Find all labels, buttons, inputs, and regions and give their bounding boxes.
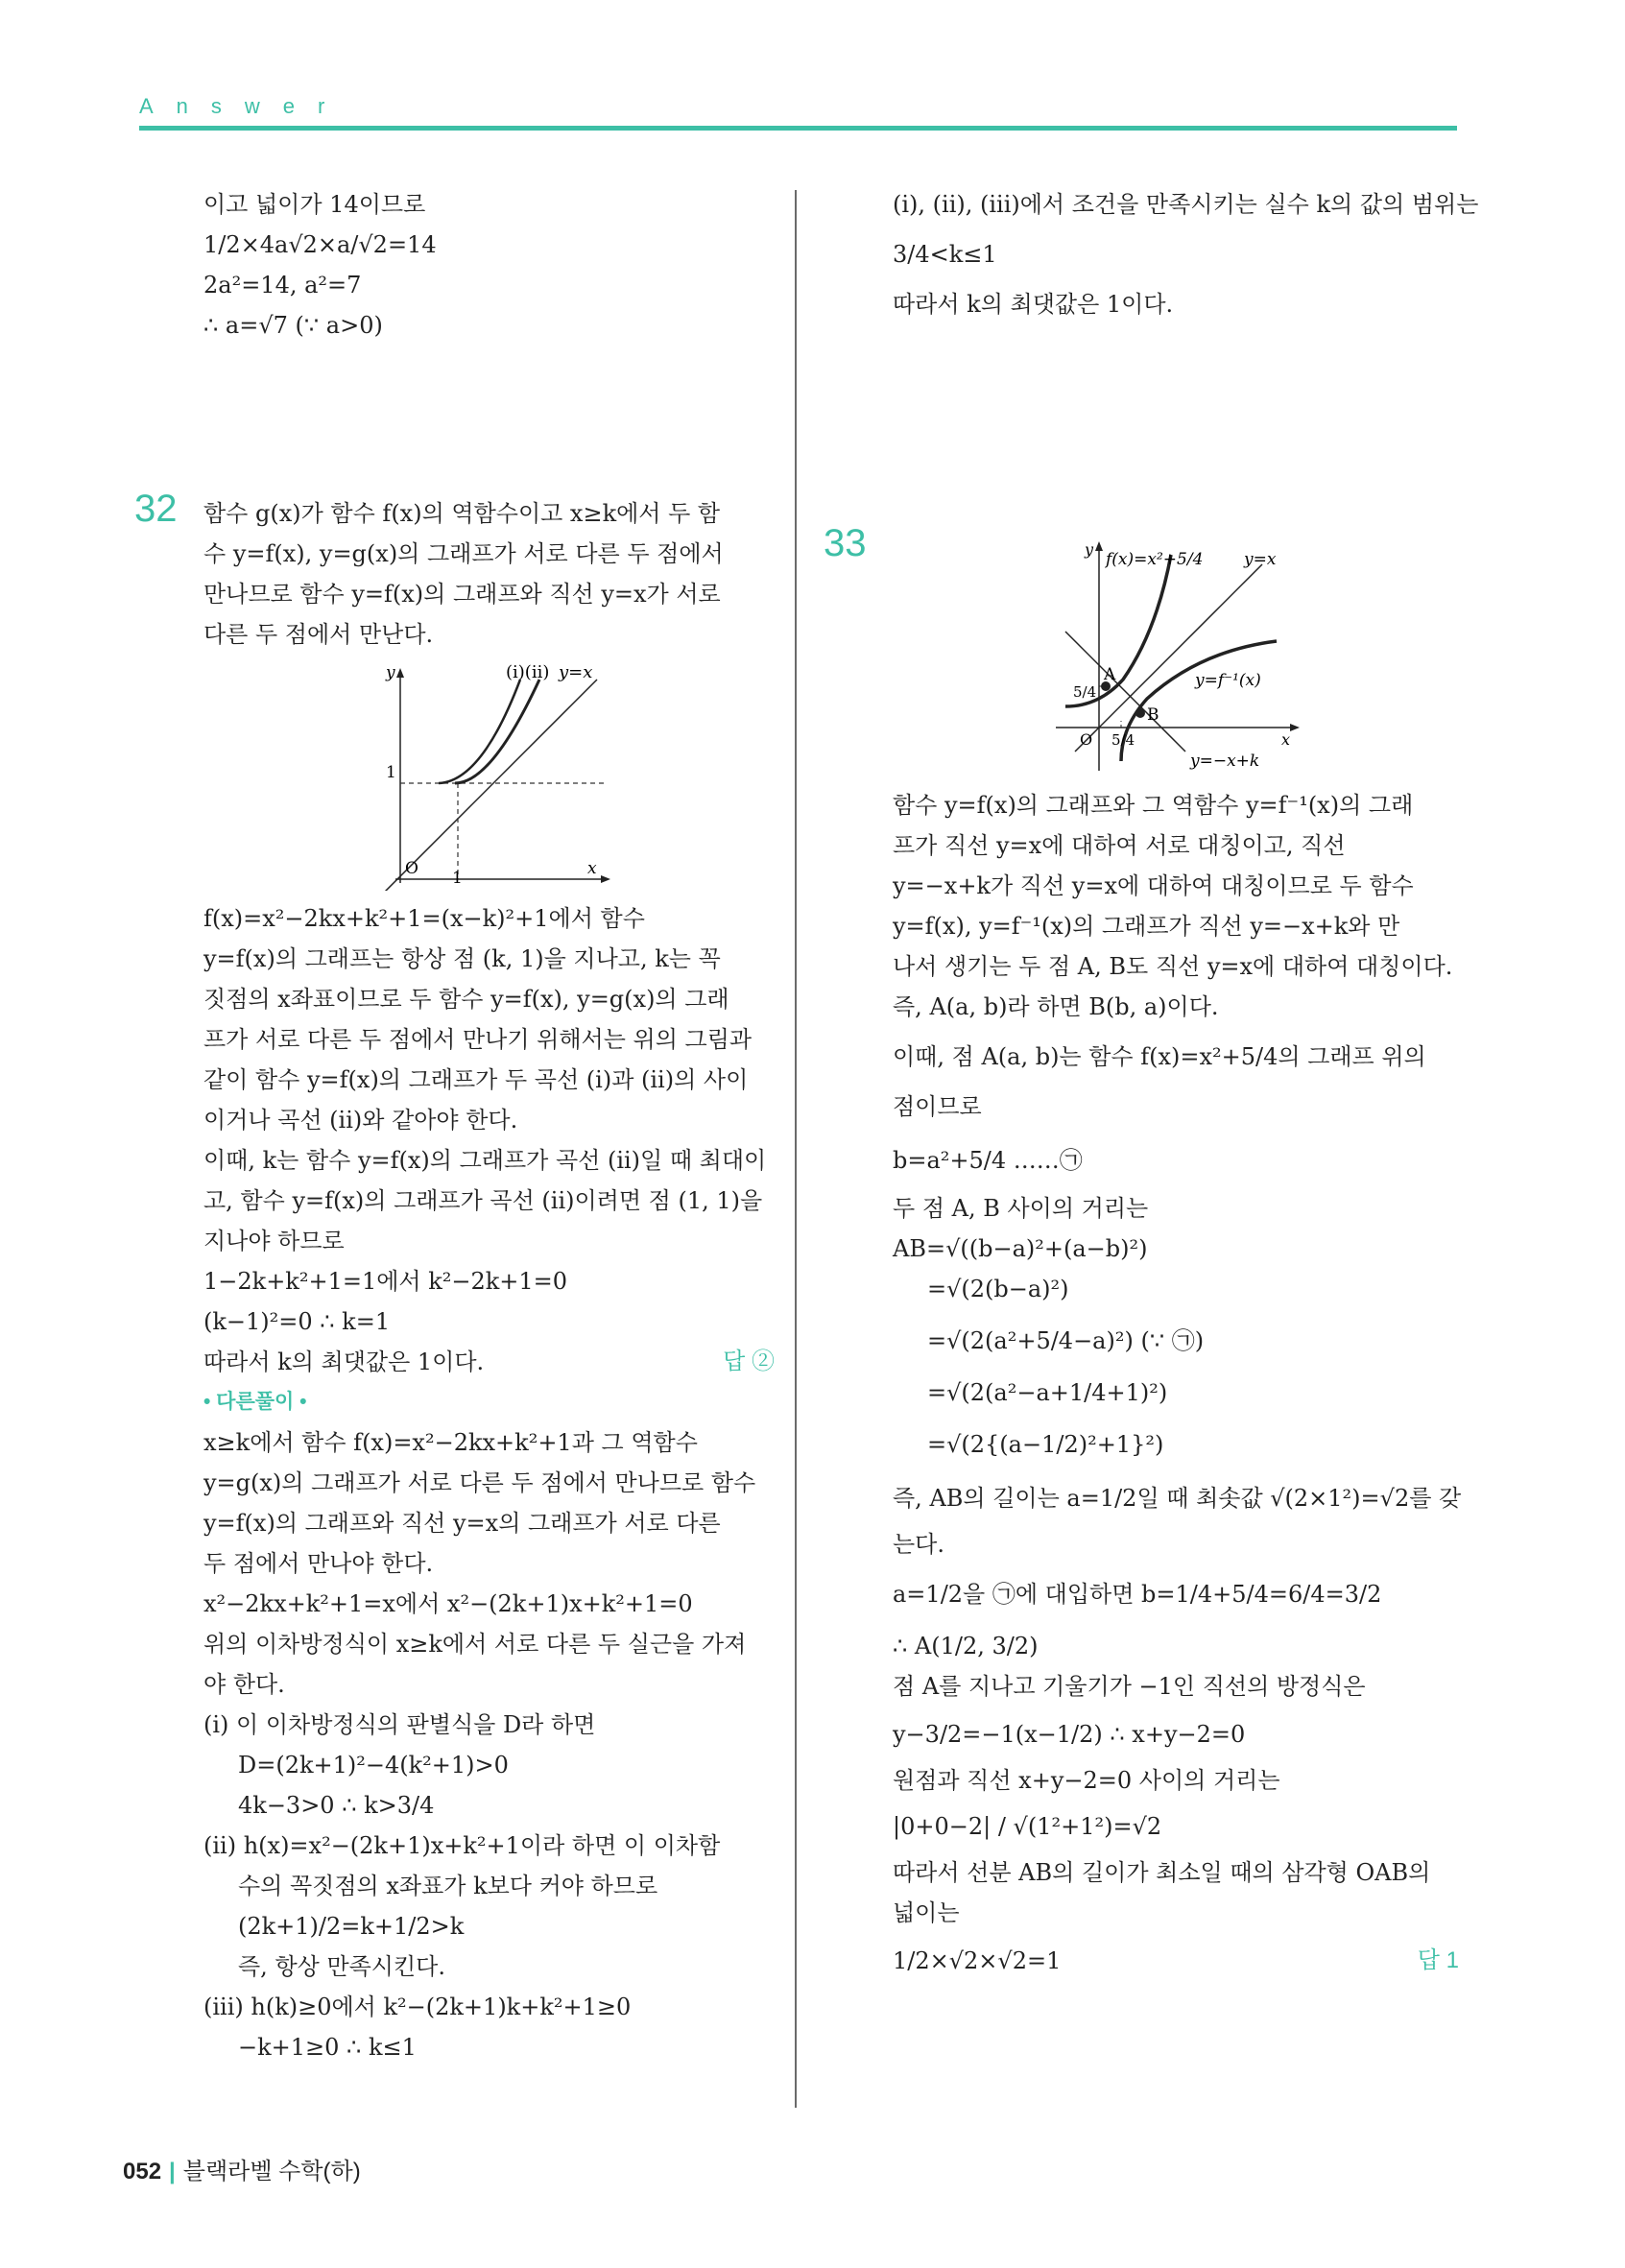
text-line: =√(2(a²−a+1/4+1)²) xyxy=(927,1379,1168,1406)
problem-number-33: 33 xyxy=(824,522,867,564)
final-line xyxy=(893,1941,1459,1981)
graph-33 xyxy=(1046,536,1334,776)
case-ii-title: (ii) h(x)=x²−(2k+1)x+k²+1이라 하면 이 이차함 xyxy=(203,1832,721,1859)
text-line: y=−x+k가 직선 y=x에 대하여 대칭이므로 두 함수 xyxy=(893,872,1414,899)
text-line: (k−1)²=0 ∴ k=1 xyxy=(203,1308,391,1335)
right-top-continuation xyxy=(893,184,1479,324)
text-line: 이때, k는 함수 y=f(x)의 그래프가 곡선 (ii)일 때 최대이 xyxy=(203,1147,767,1174)
column-divider xyxy=(795,190,797,2108)
y-axis-arrow xyxy=(396,668,404,678)
text-line: 두 점 A, B 사이의 거리는 xyxy=(893,1195,1149,1222)
yx-label: y=x xyxy=(1244,550,1277,569)
text-line: 즉, A(a, b)라 하면 B(b, a)이다. xyxy=(893,993,1219,1020)
text-line: 1/2×4a√2×a/√2=14 xyxy=(203,231,437,258)
header-rule xyxy=(139,126,1457,131)
answer-badge: 답 1 xyxy=(1417,1947,1459,1973)
text-line: 따라서 k의 최댓값은 1이다. xyxy=(893,291,1174,318)
text-line: 함수 g(x)가 함수 f(x)의 역함수이고 x≥k에서 두 함 xyxy=(203,500,721,527)
text-line: 함수 y=f(x)의 그래프와 그 역함수 y=f⁻¹(x)의 그래 xyxy=(893,792,1414,819)
text-line: 3/4<k≤1 xyxy=(893,241,997,268)
text-line: y−3/2=−1(x−1/2) ∴ x+y−2=0 xyxy=(893,1721,1246,1748)
problem-33-solution xyxy=(893,785,1462,1981)
y-axis-label: y xyxy=(1085,540,1094,559)
text-line: 야 한다. xyxy=(203,1671,285,1698)
page-footer xyxy=(123,2152,361,2185)
text-line: =√(2{(a−1/2)²+1}²) xyxy=(927,1431,1164,1458)
text-line: b=a²+5/4 ……㉠ xyxy=(893,1147,1083,1174)
x-axis-label: x xyxy=(587,859,597,878)
text-line: 위의 이차방정식이 x≥k에서 서로 다른 두 실근을 가져 xyxy=(203,1631,747,1658)
line-label: y=x xyxy=(559,662,593,682)
text-line: y=f(x), y=f⁻¹(x)의 그래프가 직선 y=−x+k와 만 xyxy=(893,913,1400,940)
text-line: 같이 함수 y=f(x)의 그래프가 두 곡선 (i)과 (ii)의 사이 xyxy=(203,1066,749,1093)
graph-32 xyxy=(203,660,775,891)
x-axis-arrow xyxy=(601,875,610,883)
case-i-line: 4k−3>0 ∴ k>3/4 xyxy=(238,1792,435,1819)
text-line: 다른 두 점에서 만난다. xyxy=(203,621,434,648)
text-line: 즉, AB의 길이는 a=1/2일 때 최솟값 √(2×1²)=√2를 갖 xyxy=(893,1485,1462,1512)
text-line: y=g(x)의 그래프가 서로 다른 두 점에서 만나므로 함수 xyxy=(203,1469,756,1496)
case-iii-line: −k+1≥0 ∴ k≤1 xyxy=(238,2034,417,2061)
text-line: 나서 생기는 두 점 A, B도 직선 y=x에 대하여 대칭이다. xyxy=(893,953,1453,980)
tick-x-label: 5/4 xyxy=(1111,731,1135,749)
tick-x-label: 1 xyxy=(452,869,463,888)
problem-32-solution xyxy=(203,493,775,2067)
text-line: ∴ A(1/2, 3/2) xyxy=(893,1633,1039,1659)
final-formula: 1/2×√2×√2=1 xyxy=(893,1947,1062,1974)
y-axis-label: y xyxy=(386,663,395,682)
text-line: 넓이는 xyxy=(893,1899,960,1926)
tick-y-label: 1 xyxy=(386,763,396,782)
text-line: 1−2k+k²+1=1에서 k²−2k+1=0 xyxy=(203,1268,568,1295)
text-line: =√(2(b−a)²) xyxy=(927,1276,1069,1302)
curve-f-inverse xyxy=(1121,641,1277,761)
text-line: a=1/2을 ㉠에 대입하면 b=1/4+5/4=6/4=3/2 xyxy=(893,1581,1382,1608)
origin-label: O xyxy=(1080,730,1093,749)
case-ii-line: 즉, 항상 만족시킨다. xyxy=(238,1953,445,1980)
text-line: 프가 서로 다른 두 점에서 만나기 위해서는 위의 그림과 xyxy=(203,1026,753,1053)
text-line: |0+0−2| / √(1²+1²)=√2 xyxy=(893,1813,1162,1840)
line-label: y=−x+k xyxy=(1190,752,1260,771)
text-line: 점 A를 지나고 기울기가 −1인 직선의 방정식은 xyxy=(893,1673,1366,1700)
tick-y-label: 5/4 xyxy=(1073,683,1097,701)
text-line: (i), (ii), (iii)에서 조건을 만족시키는 실수 k의 값의 범위는 xyxy=(893,191,1479,218)
text-line: 점이므로 xyxy=(893,1093,982,1120)
text-line: 고, 함수 y=f(x)의 그래프가 곡선 (ii)이려면 점 (1, 1)을 xyxy=(203,1187,763,1214)
text-line: 이때, 점 A(a, b)는 함수 f(x)=x²+5/4의 그래프 위의 xyxy=(893,1043,1426,1070)
text-line: f(x)=x²−2kx+k²+1=(x−k)²+1에서 함수 xyxy=(203,905,645,932)
text-line: 따라서 선분 AB의 길이가 최소일 때의 삼각형 OAB의 xyxy=(893,1859,1431,1886)
text-line: 프가 직선 y=x에 대하여 서로 대칭이고, 직선 xyxy=(893,832,1346,859)
x-axis-arrow xyxy=(1290,724,1300,731)
conclusion-text: 따라서 k의 최댓값은 1이다. xyxy=(203,1349,485,1375)
f-label: f(x)=x²+5/4 xyxy=(1106,550,1204,569)
text-line: x²−2kx+k²+1=x에서 x²−(2k+1)x+k²+1=0 xyxy=(203,1590,693,1617)
answer-badge: 답 ② xyxy=(723,1349,775,1374)
text-line: 는다. xyxy=(893,1531,944,1558)
case-i-line: D=(2k+1)²−4(k²+1)>0 xyxy=(238,1752,509,1779)
case-ii-line: 수의 꼭짓점의 x좌표가 k보다 커야 하므로 xyxy=(238,1873,658,1899)
point-a-label: A xyxy=(1104,665,1116,684)
alt-solution-label: • 다른풀이 • xyxy=(203,1391,307,1413)
text-line: y=f(x)의 그래프는 항상 점 (k, 1)을 지나고, k는 꼭 xyxy=(203,945,721,972)
problem-number-32: 32 xyxy=(134,488,178,530)
text-line: 짓점의 x좌표이므로 두 함수 y=f(x), y=g(x)의 그래 xyxy=(203,986,729,1013)
text-line: 이거나 곡선 (ii)와 같아야 한다. xyxy=(203,1107,518,1134)
text-line: 2a²=14, a²=7 xyxy=(203,272,362,298)
book-title: 블랙라벨 수학(하) xyxy=(182,2159,361,2184)
header-label: Answer xyxy=(139,94,348,118)
text-line: AB=√((b−a)²+(a−b)²) xyxy=(893,1235,1148,1262)
conclusion-line xyxy=(203,1342,775,1382)
text-line: 이고 넓이가 14이므로 xyxy=(203,191,426,218)
text-line: 두 점에서 만나야 한다. xyxy=(203,1550,434,1577)
text-line: 지나야 하므로 xyxy=(203,1228,345,1254)
text-line: y=f(x)의 그래프와 직선 y=x의 그래프가 서로 다른 xyxy=(203,1510,721,1537)
point-b xyxy=(1135,708,1145,718)
text-line: =√(2(a²+5/4−a)²) (∵ ㉠) xyxy=(927,1327,1205,1354)
line-y-equals-x xyxy=(1075,564,1262,752)
footer-separator: | xyxy=(169,2159,176,2184)
finv-label: y=f⁻¹(x) xyxy=(1195,671,1261,690)
left-top-continuation xyxy=(203,184,775,346)
text-line: 만나므로 함수 y=f(x)의 그래프와 직선 y=x가 서로 xyxy=(203,581,721,608)
case-i-title: (i) 이 이차방정식의 판별식을 D라 하면 xyxy=(203,1711,596,1738)
curve-labels: (i)(ii) xyxy=(506,662,550,682)
x-axis-label: x xyxy=(1281,730,1291,749)
text-line: ∴ a=√7 (∵ a>0) xyxy=(203,312,383,339)
case-ii-line: (2k+1)/2=k+1/2>k xyxy=(238,1913,465,1940)
case-iii-title: (iii) h(k)≥0에서 k²−(2k+1)k+k²+1≥0 xyxy=(203,1993,632,2020)
page-number: 052 xyxy=(123,2159,162,2184)
text-line: 원점과 직선 x+y−2=0 사이의 거리는 xyxy=(893,1767,1280,1794)
text-line: x≥k에서 함수 f(x)=x²−2kx+k²+1과 그 역함수 xyxy=(203,1429,698,1456)
y-axis-arrow xyxy=(1095,541,1103,551)
origin-label: O xyxy=(405,859,418,878)
point-b-label: B xyxy=(1147,705,1159,725)
text-line: 수 y=f(x), y=g(x)의 그래프가 서로 다른 두 점에서 xyxy=(203,540,724,567)
